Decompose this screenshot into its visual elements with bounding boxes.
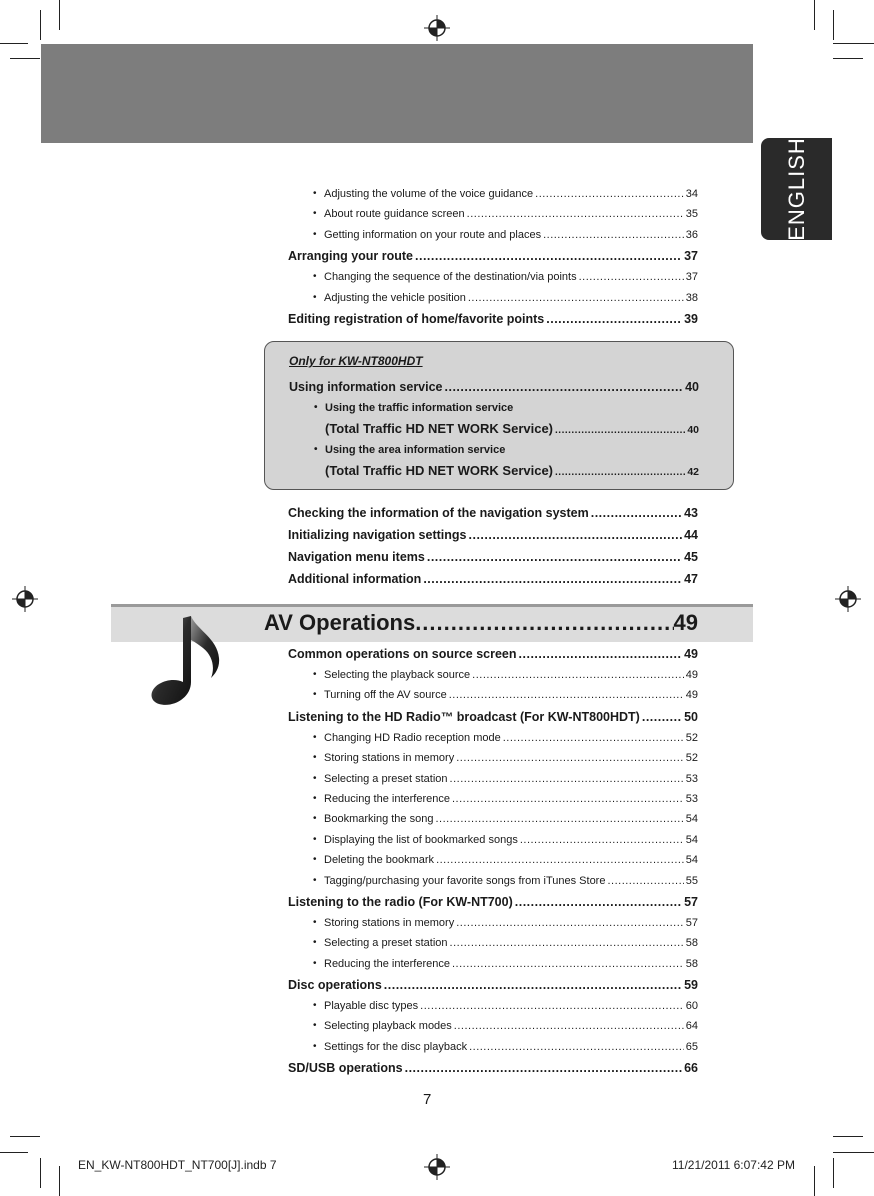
- toc-page-number: 54: [685, 854, 698, 867]
- toc-page-number: 37: [684, 249, 698, 264]
- toc-page-number: 66: [684, 1061, 698, 1076]
- toc-heading-label: Disc operations: [288, 978, 382, 993]
- leader-dots: [456, 913, 684, 933]
- crop-mark: [0, 1152, 28, 1153]
- crop-mark: [40, 1158, 41, 1188]
- crop-mark: [833, 1136, 863, 1137]
- toc-sub-label: • Turning off the AV source: [324, 689, 447, 702]
- toc-sub-label: • Reducing the interference: [324, 792, 450, 805]
- toc-page-number: 50: [684, 709, 698, 724]
- toc-sub-row[interactable]: [288, 1037, 698, 1057]
- toc-sub-row[interactable]: [288, 789, 698, 809]
- toc-heading-row[interactable]: [289, 376, 699, 398]
- toc-page-number: 44: [684, 528, 698, 542]
- toc-sub-row[interactable]: [288, 913, 698, 933]
- leader-dots: [555, 420, 685, 440]
- toc-sub-label: • Adjusting the volume of the voice guidance: [324, 188, 534, 200]
- toc-sub-row[interactable]: [289, 440, 699, 460]
- registration-mark-icon: [12, 586, 38, 612]
- toc-sub-row[interactable]: [288, 933, 698, 953]
- toc-page-number: 37: [685, 271, 698, 284]
- toc-navigation-continued: [288, 184, 698, 330]
- leader-dots: [456, 748, 684, 768]
- leader-dots: [543, 225, 684, 245]
- toc-page-number: 53: [685, 772, 698, 785]
- crop-mark: [833, 1158, 834, 1188]
- toc-sub-row[interactable]: [288, 748, 698, 768]
- toc-page-number: 34: [685, 188, 698, 200]
- toc-av-operations: [288, 643, 698, 1079]
- toc-heading-row[interactable]: [288, 891, 698, 913]
- toc-sub-label: • Using the area information service: [325, 444, 506, 456]
- leader-dots: [472, 665, 684, 685]
- leader-dots: [436, 850, 684, 870]
- leader-dots: [427, 546, 682, 568]
- crop-mark: [814, 1166, 815, 1196]
- toc-page-number: 43: [684, 506, 698, 520]
- leader-dots: [384, 974, 682, 996]
- leader-dots: [519, 643, 683, 665]
- toc-page-number: 42: [687, 466, 699, 478]
- toc-sub-row[interactable]: [288, 288, 698, 308]
- toc-sub-label: • Playable disc types: [324, 1000, 419, 1013]
- header-band: [41, 44, 753, 143]
- leader-dots: [555, 462, 685, 482]
- registration-mark-icon: [835, 586, 861, 612]
- toc-sub-label: • Deleting the bookmark: [324, 854, 435, 867]
- toc-sub-row[interactable]: [288, 954, 698, 974]
- leader-dots: [535, 184, 684, 204]
- toc-sub-label: • Using the traffic information service: [325, 402, 514, 414]
- toc-heading-label: Editing registration of home/favorite points: [288, 311, 545, 326]
- toc-page-number: 39: [684, 311, 698, 326]
- toc-heading-row[interactable]: [288, 245, 698, 267]
- toc-page-number: 53: [685, 792, 698, 805]
- crop-mark: [59, 1166, 60, 1196]
- toc-sub-label: • Tagging/purchasing your favorite songs from iTunes Store: [324, 874, 606, 887]
- model-only-label: Only for KW-NT800HDT: [289, 354, 423, 368]
- leader-dots: [450, 933, 684, 953]
- crop-mark: [59, 0, 60, 30]
- page-number: 7: [423, 1091, 432, 1108]
- leader-dots: [420, 996, 684, 1016]
- toc-page-number: 65: [685, 1040, 698, 1053]
- info-service-entries: [289, 376, 699, 482]
- toc-sub-label: • Bookmarking the song: [324, 813, 434, 826]
- toc-sub-row[interactable]: [288, 871, 698, 891]
- toc-sub-row[interactable]: [288, 267, 698, 287]
- leader-dots: [415, 245, 682, 267]
- leader-dots: [467, 204, 684, 224]
- toc-heading-row[interactable]: [288, 308, 698, 330]
- toc-heading-label: Arranging your route: [288, 249, 414, 264]
- toc-sub-label: • Selecting a preset station: [324, 772, 448, 785]
- crop-mark: [10, 1136, 40, 1137]
- toc-sub-label: • Changing HD Radio reception mode: [324, 731, 501, 744]
- toc-page-number: 52: [685, 752, 698, 765]
- toc-heading-row[interactable]: [288, 502, 698, 524]
- toc-heading-row[interactable]: [288, 643, 698, 665]
- toc-sub-label: • Getting information on your route and places: [324, 228, 542, 241]
- toc-heading-label: SD/USB operations: [288, 1061, 403, 1076]
- toc-heading-label: Additional information: [288, 572, 422, 586]
- toc-page-number: 40: [685, 380, 699, 394]
- toc-sub-row[interactable]: [288, 850, 698, 870]
- toc-heading-row[interactable]: [288, 568, 698, 590]
- crop-mark: [40, 10, 41, 40]
- toc-heading-label: Common operations on source screen: [288, 647, 517, 661]
- section-heading[interactable]: [264, 610, 698, 636]
- toc-sub-row[interactable]: [288, 830, 698, 850]
- toc-sub-row[interactable]: [288, 996, 698, 1016]
- leader-dots: [520, 830, 684, 850]
- leader-dots: [469, 1037, 684, 1057]
- toc-sub-row[interactable]: [288, 1016, 698, 1036]
- toc-sub-row[interactable]: [288, 184, 698, 204]
- toc-page-number: 35: [685, 208, 698, 221]
- toc-page-number: 64: [685, 1020, 698, 1033]
- crop-mark: [10, 58, 40, 59]
- crop-mark: [833, 58, 863, 59]
- toc-sub-label: (Total Traffic HD NET WORK Service): [325, 463, 554, 478]
- leader-dots: [435, 809, 683, 829]
- toc-sub-row-continued[interactable]: [289, 460, 699, 482]
- toc-sub-label: • Selecting playback modes: [324, 1020, 452, 1033]
- leader-dots: [405, 1057, 682, 1079]
- toc-sub-row-continued[interactable]: [289, 418, 699, 440]
- leader-dots: [450, 769, 684, 789]
- toc-page-number: 57: [684, 894, 698, 909]
- crop-mark: [833, 1152, 874, 1153]
- leader-dots: [452, 954, 684, 974]
- toc-page-number: 45: [684, 550, 698, 564]
- toc-sub-label: • Selecting the playback source: [324, 669, 471, 681]
- toc-page-number: 59: [684, 978, 698, 993]
- language-tab-label: ENGLISH: [783, 137, 809, 241]
- leader-dots: [579, 267, 684, 287]
- toc-page-number: 60: [685, 1000, 698, 1013]
- registration-mark-icon: [424, 15, 450, 41]
- language-tab: [761, 138, 832, 240]
- toc-sub-row[interactable]: [288, 728, 698, 748]
- toc-sub-row[interactable]: [288, 685, 698, 705]
- toc-sub-row[interactable]: [288, 809, 698, 829]
- toc-heading-label: Navigation menu items: [288, 550, 425, 564]
- toc-heading-row[interactable]: [288, 974, 698, 996]
- footer-filename: EN_KW-NT800HDT_NT700[J].indb 7: [78, 1158, 277, 1172]
- toc-sub-label: • Settings for the disc playback: [324, 1040, 468, 1053]
- toc-heading-label: Initializing navigation settings: [288, 528, 467, 542]
- toc-sub-label: • Reducing the interference: [324, 957, 450, 970]
- toc-page-number: 52: [685, 731, 698, 744]
- toc-sub-row[interactable]: [288, 769, 698, 789]
- toc-sub-row[interactable]: [288, 225, 698, 245]
- info-service-box: [264, 341, 734, 490]
- toc-heading-label: Using information service: [289, 380, 443, 394]
- section-title: AV Operations: [264, 610, 416, 635]
- toc-page-number: 57: [685, 916, 698, 929]
- toc-navigation-end: [288, 502, 698, 590]
- toc-sub-row[interactable]: [288, 665, 698, 685]
- music-note-icon: [147, 612, 225, 712]
- toc-heading-row[interactable]: [288, 546, 698, 568]
- toc-page-number: 49: [685, 689, 698, 702]
- toc-page-number: 49: [684, 647, 698, 661]
- toc-heading-label: Listening to the radio (For KW-NT700): [288, 894, 513, 909]
- toc-heading-row[interactable]: [288, 706, 698, 728]
- toc-heading-label: Listening to the HD Radio™ broadcast (For KW-NT800HDT): [288, 709, 640, 724]
- toc-page-number: 49: [685, 669, 698, 681]
- footer-timestamp: 11/21/2011 6:07:42 PM: [672, 1158, 795, 1172]
- crop-mark: [833, 43, 874, 44]
- toc-sub-label: • Changing the sequence of the destination/via points: [324, 271, 577, 284]
- leader-dots: [452, 789, 684, 809]
- registration-mark-icon: [424, 1154, 450, 1180]
- toc-heading-row[interactable]: [288, 524, 698, 546]
- toc-page-number: 47: [684, 572, 698, 586]
- toc-page-number: 55: [685, 874, 698, 887]
- leader-dots: [591, 502, 682, 524]
- toc-sub-label: • Storing stations in memory: [324, 916, 455, 929]
- leader-dots: [642, 706, 682, 728]
- toc-sub-label: • About route guidance screen: [324, 208, 465, 221]
- toc-sub-label: • Adjusting the vehicle position: [324, 291, 466, 304]
- toc-sub-label: • Storing stations in memory: [324, 752, 455, 765]
- toc-page-number: 58: [685, 957, 698, 970]
- toc-page-number: 38: [685, 291, 698, 304]
- leader-dots: [445, 376, 684, 398]
- leader-dots: [423, 568, 682, 590]
- leader-dots: [468, 288, 684, 308]
- crop-mark: [833, 10, 834, 40]
- toc-heading-label: Checking the information of the navigation system: [288, 506, 589, 520]
- toc-sub-label: • Selecting a preset station: [324, 937, 448, 950]
- leader-dots: [469, 524, 683, 546]
- leader-dots: [515, 891, 682, 913]
- toc-sub-row[interactable]: [288, 204, 698, 224]
- toc-page-number: 36: [685, 228, 698, 241]
- toc-sub-label: • Displaying the list of bookmarked songs: [324, 833, 518, 846]
- toc-heading-row[interactable]: [288, 1057, 698, 1079]
- toc-page-number: 54: [685, 833, 698, 846]
- crop-mark: [0, 43, 28, 44]
- toc-page-number: 54: [685, 813, 698, 826]
- toc-sub-label: (Total Traffic HD NET WORK Service): [325, 421, 554, 436]
- leader-dots: [449, 685, 684, 705]
- crop-mark: [814, 0, 815, 30]
- toc-page-number: 58: [685, 937, 698, 950]
- leader-dots: [415, 610, 673, 636]
- leader-dots: [454, 1016, 684, 1036]
- leader-dots: [546, 308, 682, 330]
- leader-dots: [607, 871, 683, 891]
- toc-page-number: 40: [687, 424, 699, 436]
- toc-sub-row[interactable]: [289, 398, 699, 418]
- section-page-number: 49: [673, 610, 698, 635]
- leader-dots: [503, 728, 684, 748]
